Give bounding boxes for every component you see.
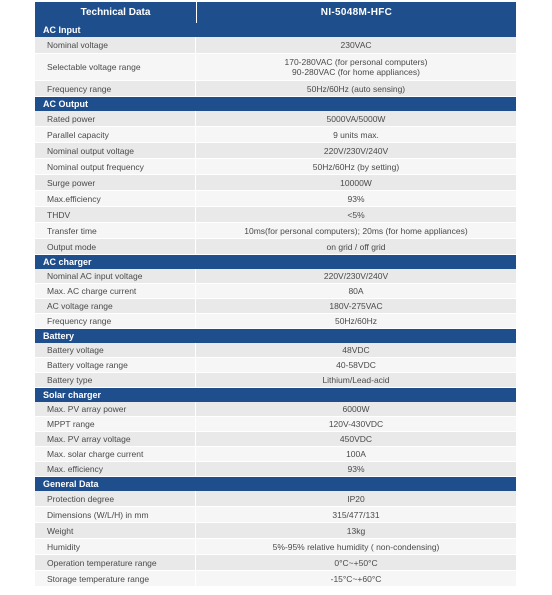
table-row <box>35 191 516 207</box>
spec-label: Nominal voltage <box>35 37 196 53</box>
table-row <box>35 239 516 255</box>
section-solar-charger: Solar charger <box>35 388 516 402</box>
spec-value: 180V-275VAC <box>329 301 383 311</box>
spec-label: Nominal AC input voltage <box>35 269 196 283</box>
table-row <box>35 37 516 54</box>
table-row <box>35 54 516 81</box>
spec-label: Battery type <box>35 373 196 387</box>
spec-value: on grid / off grid <box>326 241 386 252</box>
spec-value: <5% <box>347 209 365 220</box>
spec-value: 50Hz/60Hz (auto sensing) <box>306 83 406 94</box>
spec-label: Max. PV array power <box>35 402 196 416</box>
spec-label: Frequency range <box>35 81 196 96</box>
table-row <box>35 507 516 523</box>
spec-label: Output mode <box>35 239 196 254</box>
table-row <box>35 207 516 223</box>
section-ac-output: AC Output <box>35 97 516 111</box>
table-row <box>35 127 516 143</box>
spec-label: Transfer time <box>35 223 196 238</box>
table-row <box>35 402 516 417</box>
table-row <box>35 447 516 462</box>
spec-label: Max. AC charge current <box>35 284 196 298</box>
spec-value: 13kg <box>346 525 366 536</box>
spec-value: 220V/230V/240V <box>323 271 389 281</box>
table-row <box>35 343 516 358</box>
table-row <box>35 143 516 159</box>
table-row <box>35 571 516 587</box>
spec-label: Max. solar charge current <box>35 447 196 461</box>
table-row <box>35 223 516 239</box>
table-row <box>35 175 516 191</box>
table-row <box>35 269 516 284</box>
spec-label: AC voltage range <box>35 299 196 313</box>
table-row <box>35 111 516 127</box>
table-row <box>35 299 516 314</box>
spec-label: Protection degree <box>35 491 196 506</box>
spec-label: Parallel capacity <box>35 127 196 142</box>
spec-label: Weight <box>35 523 196 538</box>
section-general-data: General Data <box>35 477 516 491</box>
spec-value-line2: 90-280VAC (for home appliances) <box>292 67 420 77</box>
spec-value: -15°C~+60°C <box>330 573 382 584</box>
spec-value: 0°C~+50°C <box>334 557 378 568</box>
spec-table <box>35 2 516 587</box>
spec-label: Selectable voltage range <box>35 54 196 80</box>
spec-value: 93% <box>347 193 365 204</box>
spec-value: 48VDC <box>342 345 370 355</box>
spec-label: THDV <box>35 207 196 222</box>
spec-value: IP20 <box>347 493 365 504</box>
spec-value: Lithium/Lead-acid <box>322 375 390 385</box>
table-row <box>35 159 516 175</box>
spec-label: Battery voltage <box>35 343 196 357</box>
spec-value: 120V-430VDC <box>328 419 384 429</box>
spec-label: Nominal output frequency <box>35 159 196 174</box>
spec-label: Rated power <box>35 111 196 126</box>
spec-label: Max. efficiency <box>35 462 196 476</box>
section-ac-charger: AC charger <box>35 255 516 269</box>
spec-value: 9 units max. <box>333 129 379 140</box>
spec-label: Dimensions (W/L/H) in mm <box>35 507 196 522</box>
table-row <box>35 314 516 329</box>
table-row <box>35 284 516 299</box>
spec-label: Frequency range <box>35 314 196 328</box>
spec-value: 6000W <box>342 404 370 414</box>
table-row <box>35 555 516 571</box>
table-row <box>35 462 516 477</box>
spec-label: Max.efficiency <box>35 191 196 206</box>
spec-value: 10ms(for personal computers); 20ms (for home appliances) <box>244 225 468 236</box>
spec-value: 10000W <box>340 177 372 188</box>
section-ac-input: AC Input <box>35 23 516 37</box>
spec-value: 450VDC <box>339 434 373 444</box>
table-row <box>35 491 516 507</box>
table-header <box>35 2 516 23</box>
table-row <box>35 373 516 388</box>
spec-value: 315/477/131 <box>332 509 380 520</box>
table-row <box>35 358 516 373</box>
model-name: NI-5048M-HFC <box>320 7 393 18</box>
spec-value: 5%-95% relative humidity ( non-condensing) <box>272 541 440 552</box>
spec-label: Humidity <box>35 539 196 554</box>
spec-value: 50Hz/60Hz <box>334 316 378 326</box>
table-row <box>35 81 516 97</box>
spec-value: 100A <box>346 449 366 459</box>
spec-value: 230VAC <box>340 40 372 50</box>
spec-value: 220V/230V/240V <box>323 145 389 156</box>
header-label: Technical Data <box>35 2 197 23</box>
spec-value: 93% <box>347 464 365 474</box>
spec-label: MPPT range <box>35 417 196 431</box>
spec-label: Operation temperature range <box>35 555 196 570</box>
spec-label: Storage temperature range <box>35 571 196 586</box>
table-row <box>35 539 516 555</box>
spec-value: 80A <box>348 286 364 296</box>
spec-label: Battery voltage range <box>35 358 196 372</box>
spec-label: Max. PV array voltage <box>35 432 196 446</box>
section-battery: Battery <box>35 329 516 343</box>
spec-value: 5000VA/5000W <box>326 113 386 124</box>
spec-label: Nominal output voltage <box>35 143 196 158</box>
spec-value: 40-58VDC <box>336 360 376 370</box>
table-row <box>35 417 516 432</box>
table-row <box>35 523 516 539</box>
spec-label: Surge power <box>35 175 196 190</box>
spec-value: 50Hz/60Hz (by setting) <box>312 161 400 172</box>
table-row <box>35 432 516 447</box>
spec-value: 170-280VAC (for personal computers) <box>284 57 428 67</box>
